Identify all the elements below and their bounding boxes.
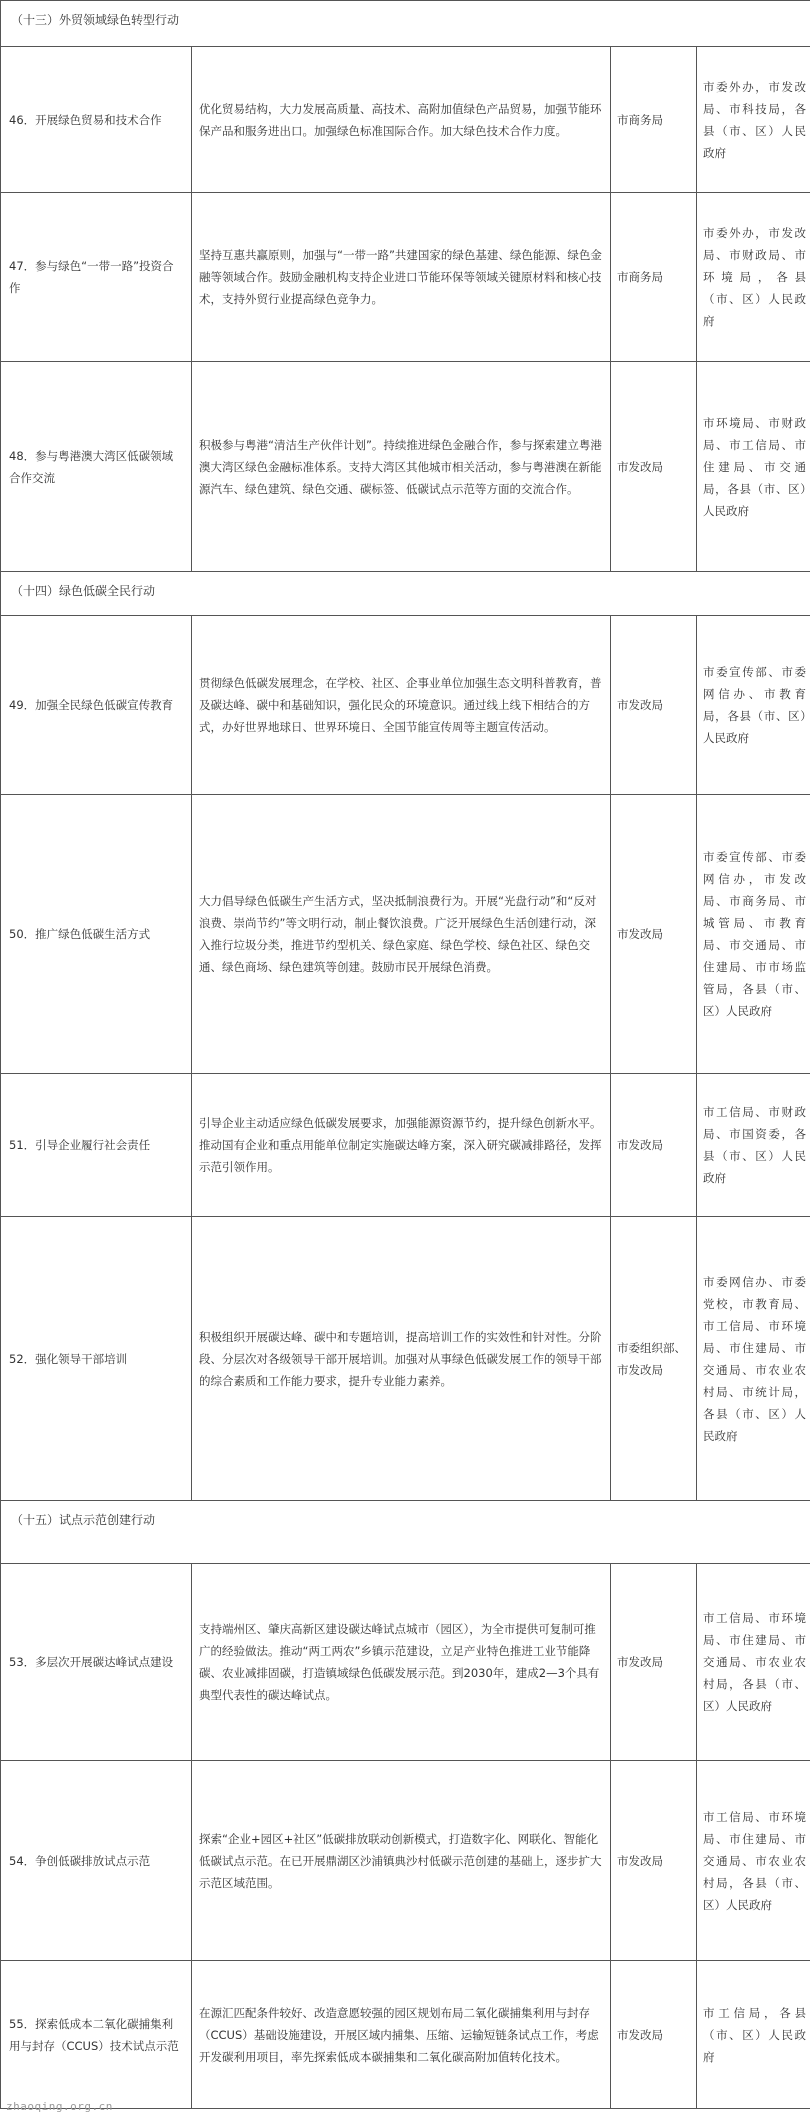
watermark: zhaoqing.org.cn	[6, 2100, 113, 2113]
task-name: 54．争创低碳排放试点示范	[1, 1761, 192, 1961]
lead-unit: 市商务局	[611, 47, 697, 193]
task-content: 坚持互惠共赢原则，加强与“一带一路”共建国家的绿色基建、绿色能源、绿色金融等领域合作。鼓励金融机构支持企业进口节能环保等领域关键原材料和核心技术，支持外贸行业提高绿色竞争力。	[192, 193, 611, 362]
task-content: 引导企业主动适应绿色低碳发展要求，加强能源资源节约，提升绿色创新水平。推动国有企业和重点用能单位制定实施碳达峰方案，深入研究碳减排路径，发挥示范引领作用。	[192, 1074, 611, 1217]
table-row	[1, 193, 810, 362]
task-name: 50．推广绿色低碳生活方式	[1, 795, 192, 1074]
section-header-row	[1, 572, 810, 616]
table-row	[1, 1564, 810, 1761]
section-header-row	[1, 1501, 810, 1564]
lead-unit: 市商务局	[611, 193, 697, 362]
lead-unit: 市发改局	[611, 616, 697, 795]
task-name: 49．加强全民绿色低碳宣传教育	[1, 616, 192, 795]
cooperating-units: 市委外办，市发改局、市财政局、市环境局，各县（市、区）人民政府	[697, 193, 810, 362]
table-row	[1, 1961, 810, 2109]
task-content: 探索“企业+园区+社区”低碳排放联动创新模式，打造数字化、网联化、智能化低碳试点示范。在已开展鼎湖区沙浦镇典沙村低碳示范创建的基础上，逐步扩大示范区域范围。	[192, 1761, 611, 1961]
task-name: 52．强化领导干部培训	[1, 1217, 192, 1501]
task-content: 积极组织开展碳达峰、碳中和专题培训，提高培训工作的实效性和针对性。分阶段、分层次对各级领导干部开展培训。加强对从事绿色低碳发展工作的领导干部的综合素质和工作能力要求，提升专业能力素养。	[192, 1217, 611, 1501]
table-row	[1, 1074, 810, 1217]
cooperating-units: 市工信局、市环境局、市住建局、市交通局、市农业农村局，各县（市、区）人民政府	[697, 1761, 810, 1961]
section-header-row	[1, 1, 810, 47]
lead-unit: 市发改局	[611, 362, 697, 572]
cooperating-units: 市委外办，市发改局、市科技局，各县（市、区）人民政府	[697, 47, 810, 193]
task-name: 51．引导企业履行社会责任	[1, 1074, 192, 1217]
table-row	[1, 795, 810, 1074]
section-title: （十四）绿色低碳全民行动	[1, 572, 810, 616]
table-row	[1, 616, 810, 795]
table-row	[1, 1217, 810, 1501]
task-content: 大力倡导绿色低碳生产生活方式，坚决抵制浪费行为。开展“光盘行动”和“反对浪费、崇尚节约”等文明行动，制止餐饮浪费。广泛开展绿色生活创建行动，深入推行垃圾分类，推进节约型机关、绿色家庭、绿色学校、绿色社区、绿色交通、绿色商场、绿色建筑等创建。鼓励市民开展绿色消费。	[192, 795, 611, 1074]
task-name: 47．参与绿色“一带一路”投资合作	[1, 193, 192, 362]
cooperating-units: 市工信局，各县（市、区）人民政府	[697, 1961, 810, 2109]
lead-unit: 市发改局	[611, 1961, 697, 2109]
task-name: 53．多层次开展碳达峰试点建设	[1, 1564, 192, 1761]
lead-unit: 市发改局	[611, 1564, 697, 1761]
task-content: 支持端州区、肇庆高新区建设碳达峰试点城市（园区），为全市提供可复制可推广的经验做法。推动“两工两农”乡镇示范建设，立足产业特色推进工业节能降碳、农业减排固碳，打造镇域绿色低碳发展示范。到2030年，建成2—3个具有典型代表性的碳达峰试点。	[192, 1564, 611, 1761]
section-title: （十五）试点示范创建行动	[1, 1501, 810, 1564]
section-title: （十三）外贸领域绿色转型行动	[1, 1, 810, 47]
cooperating-units: 市委宣传部、市委网信办、市教育局，各县（市、区）人民政府	[697, 616, 810, 795]
lead-unit: 市委组织部、市发改局	[611, 1217, 697, 1501]
lead-unit: 市发改局	[611, 1074, 697, 1217]
lead-unit: 市发改局	[611, 1761, 697, 1961]
task-name: 46．开展绿色贸易和技术合作	[1, 47, 192, 193]
table-row	[1, 362, 810, 572]
task-content: 优化贸易结构，大力发展高质量、高技术、高附加值绿色产品贸易，加强节能环保产品和服务进出口。加强绿色标准国际合作。加大绿色技术合作力度。	[192, 47, 611, 193]
table-row	[1, 47, 810, 193]
cooperating-units: 市委宣传部、市委网信办，市发改局、市商务局、市城管局、市教育局、市交通局、市住建局、市市场监管局，各县（市、区）人民政府	[697, 795, 810, 1074]
cooperating-units: 市委网信办、市委党校，市教育局、市工信局、市环境局、市住建局、市交通局、市农业农村局、市统计局，各县（市、区）人民政府	[697, 1217, 810, 1501]
task-content: 在源汇匹配条件较好、改造意愿较强的园区规划布局二氧化碳捕集利用与封存（CCUS）基础设施建设，开展区域内捕集、压缩、运输短链条试点工作，考虑开发碳利用项目，率先探索低成本碳捕集和二氧化碳高附加值转化技术。	[192, 1961, 611, 2109]
task-name: 48．参与粤港澳大湾区低碳领域合作交流	[1, 362, 192, 572]
cooperating-units: 市工信局、市财政局、市国资委，各县（市、区）人民政府	[697, 1074, 810, 1217]
cooperating-units: 市工信局、市环境局、市住建局、市交通局、市农业农村局，各县（市、区）人民政府	[697, 1564, 810, 1761]
task-content: 贯彻绿色低碳发展理念，在学校、社区、企事业单位加强生态文明科普教育，普及碳达峰、碳中和基础知识，强化民众的环境意识。通过线上线下相结合的方式，办好世界地球日、世界环境日、全国节能宣传周等主题宣传活动。	[192, 616, 611, 795]
table-row	[1, 1761, 810, 1961]
cooperating-units: 市环境局、市财政局、市工信局、市住建局、市交通局，各县（市、区）人民政府	[697, 362, 810, 572]
task-name: 55．探索低成本二氧化碳捕集利用与封存（CCUS）技术试点示范	[1, 1961, 192, 2109]
lead-unit: 市发改局	[611, 795, 697, 1074]
task-content: 积极参与粤港“清洁生产伙伴计划”。持续推进绿色金融合作，参与探索建立粤港澳大湾区绿色金融标准体系。支持大湾区其他城市相关活动，参与粤港澳在新能源汽车、绿色建筑、绿色交通、碳标签、低碳试点示范等方面的交流合作。	[192, 362, 611, 572]
